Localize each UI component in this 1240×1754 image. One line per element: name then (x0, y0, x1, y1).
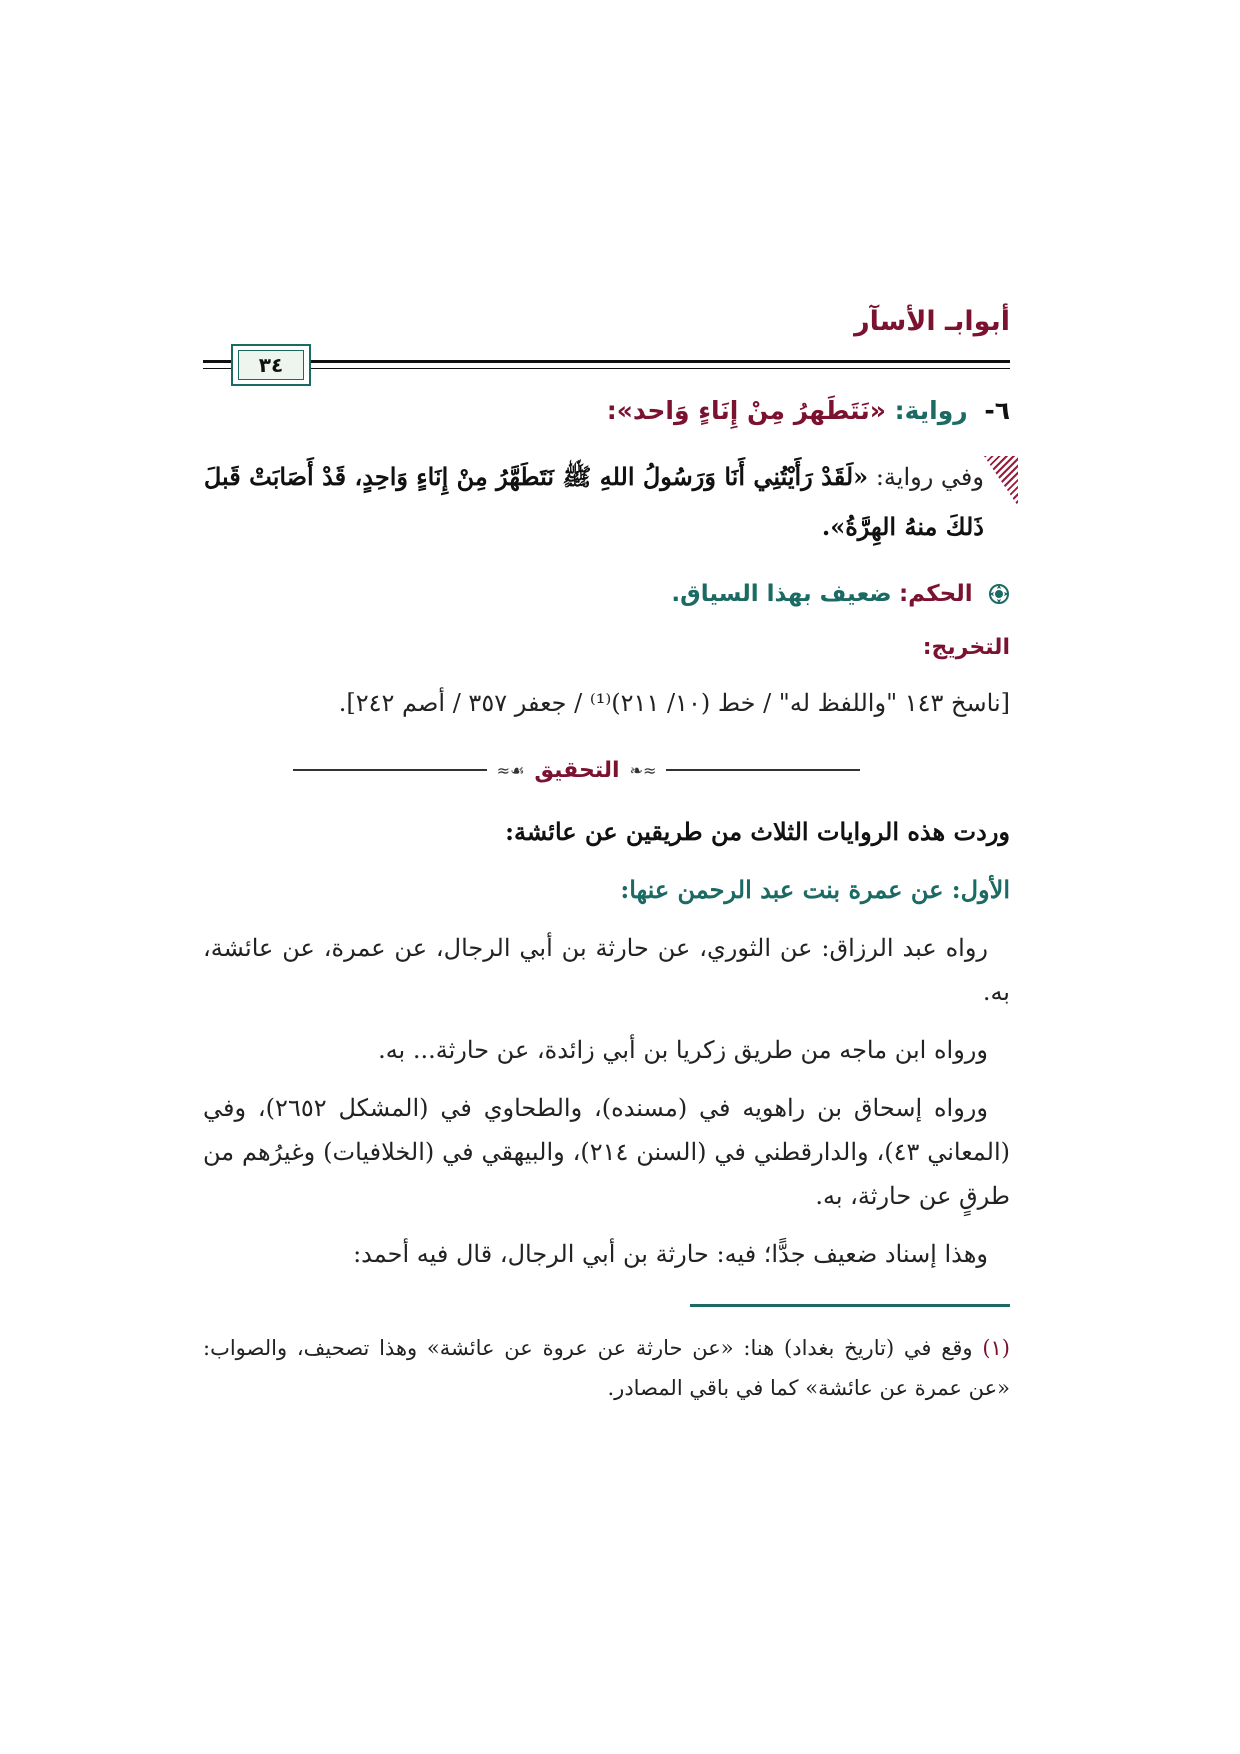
page-header (203, 300, 1010, 380)
paragraph: ورواه إسحاق بن راهويه في (مسنده)، والطحاوي في (المشكل ٢٦٥٢)، وفي (المعاني ٤٣)، والدارقطني في (السنن ٢١٤)، والبيهقي في (الخلافيات) وغيرُهم من طرقٍ عن حارثة، به. (203, 1094, 1011, 1210)
corner-ornament-icon (984, 456, 1018, 506)
book-page (203, 300, 1011, 1400)
divider-line-left (293, 769, 487, 771)
page-number: ٣٤ (238, 350, 304, 380)
ornament-icon (988, 583, 1010, 605)
tahqiq-title: التحقيق (534, 757, 620, 783)
paragraph: ورواه ابن ماجه من طريق زكريا بن أبي زائدة، عن حارثة... به. (378, 1036, 988, 1064)
divider-line-right (666, 769, 860, 771)
header-rule-thin (203, 368, 1010, 369)
verdict-value: ضعيف بهذا السياق. (671, 581, 892, 607)
section-quote: «نَتَطَهرُ مِنْ إِنَاءٍ وَاحد»: (606, 396, 886, 425)
takhrij-label: التخريج: (922, 635, 1010, 660)
paragraph: رواه عبد الرزاق: عن الثوري، عن حارثة بن أبي الرجال، عن عمرة، عن عائشة، به. (203, 934, 1010, 1006)
first-route-heading: الأول: عن عمرة بنت عبد الرحمن عنها: (620, 875, 1010, 904)
section-number: ٦- (984, 396, 1010, 425)
running-title: أبوابـ الأسآر (854, 306, 1010, 337)
footnote-text: وقع في (تاريخ بغداد) هنا: «عن حارثة عن عروة عن عائشة» وهذا تصحيف، والصواب: «عن عمرة عن عائشة» كما في باقي المصادر. (203, 1336, 1010, 1400)
hadith-intro: وفي رواية: (868, 463, 984, 491)
flourish-right-icon: ≈❧ (629, 760, 657, 780)
footnote-rule (690, 1304, 1010, 1307)
hadith-block (203, 452, 1010, 552)
footnote-number: (١) (982, 1336, 1010, 1360)
verdict-label: الحكم: (898, 581, 973, 607)
section-label: رواية: (894, 396, 968, 425)
section-heading (203, 396, 1010, 438)
paragraph: وهذا إسناد ضعيف جدًّا؛ فيه: حارثة بن أبي الرجال، قال فيه أحمد: (353, 1240, 988, 1268)
footnote (203, 1328, 1010, 1408)
flourish-left-icon: ☙≈ (496, 760, 525, 780)
header-rule-thick (203, 360, 1010, 363)
hadith-text: «لَقَدْ رَأَيْتُنِي أَنَا وَرَسُولُ اللهِ ﷺ نَتَطَهَّرُ مِنْ إِنَاءٍ وَاحِدٍ، قَدْ أَصَابَتْ قَبلَ ذَلكَ منهُ الهِرَّةُ». (203, 462, 984, 541)
takhrij-sources: [ناسخ ١٤٣ "واللفظ له" / خط (١٠/ ٢١١)⁽¹⁾ / جعفر ٣٥٧ / أصم ٢٤٢]. (338, 689, 1010, 717)
intro-line: وردت هذه الروايات الثلاث من طريقين عن عائشة: (505, 817, 1010, 846)
verdict-line (203, 574, 1010, 614)
tahqiq-divider (203, 752, 1010, 788)
page-number-badge (231, 344, 311, 386)
